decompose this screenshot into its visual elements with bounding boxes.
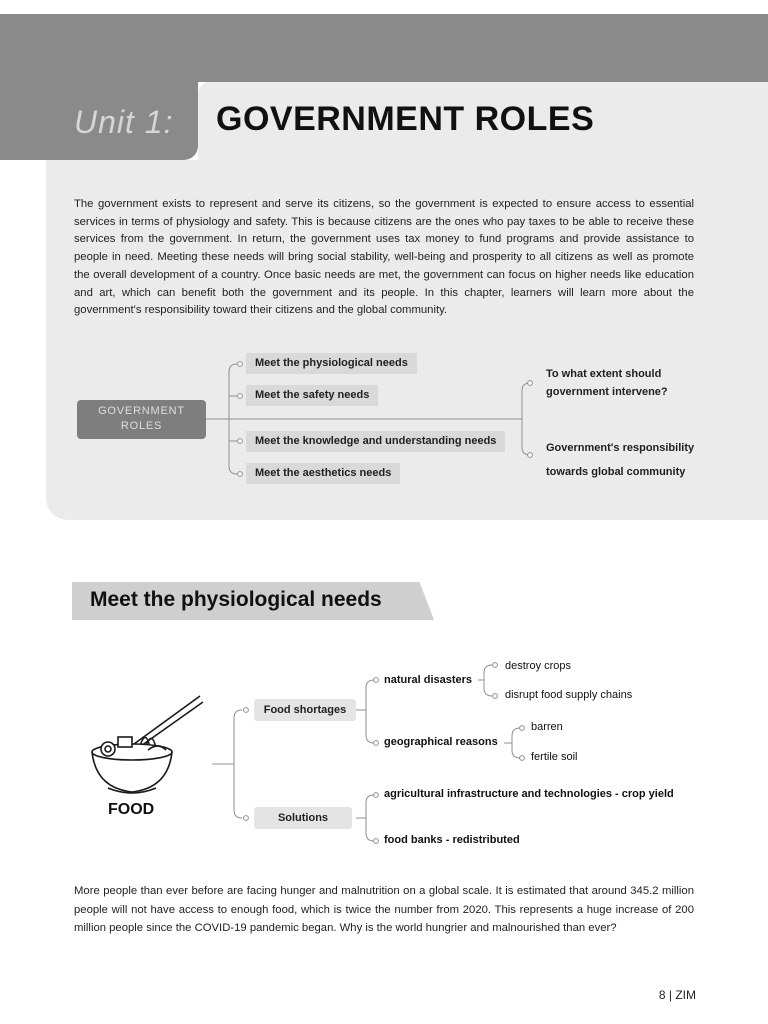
node-food-banks: food banks - redistributed xyxy=(384,834,520,846)
noodle-bowl-icon xyxy=(92,696,203,793)
node-agricultural-infrastructure: agricultural infrastructure and technologies - crop yield xyxy=(384,788,674,800)
food-root-label: FOOD xyxy=(108,801,155,818)
node-food-shortages: Food shortages xyxy=(254,699,356,721)
page-title: GOVERNMENT ROLES xyxy=(216,100,595,138)
branch-knowledge-needs: Meet the knowledge and understanding needs xyxy=(246,431,505,452)
node-barren: barren xyxy=(531,721,563,733)
body-paragraph: More people than ever before are facing hunger and malnutrition on a global scale. It is estimated that around 345.2 million people will not have access to enough food, which is twice the number from 2020. This represents a huge increase of 200 million people since the COVID-19 pandemic began. Why is the world hungrier and malnourished than ever? xyxy=(74,885,694,935)
question-intervention: To what extent should government intervene? xyxy=(546,368,668,398)
header-band xyxy=(0,14,768,82)
branch-aesthetics-needs: Meet the aesthetics needs xyxy=(246,463,400,484)
section-heading: Meet the physiological needs xyxy=(90,588,382,611)
page-number: 8 | ZIM xyxy=(658,988,696,1002)
node-solutions: Solutions xyxy=(254,807,352,829)
question-global-responsibility: Government's responsibility towards global community xyxy=(546,442,695,478)
government-roles-root: GOVERNMENT ROLES xyxy=(77,400,206,439)
node-fertile-soil: fertile soil xyxy=(531,751,578,763)
unit-number: Unit 1: xyxy=(74,104,174,140)
branch-safety-needs: Meet the safety needs xyxy=(246,385,378,406)
node-geographical-reasons: geographical reasons xyxy=(384,736,498,748)
node-disrupt-supply: disrupt food supply chains xyxy=(505,689,633,701)
node-natural-disasters: natural disasters xyxy=(384,674,473,686)
node-destroy-crops: destroy crops xyxy=(505,660,572,672)
intro-paragraph: The government exists to represent and serve its citizens, so the government is expected to ensure access to essential services in terms of physiology and safety. This is because citizens are the ones who pay taxes to be able to receive these services from the government. In return, the government uses tax money to fund programs and provide assistance to people in need. Meeting these needs will bring social stability, well-being and prosperity to all citizens as well as promote the overall development of a country. Once basic needs are met, the government can focus on higher needs like education and art, which can benefit both the government and its people. In this chapter, learners will learn more about the government's responsibility toward their citizens and the global community. xyxy=(74,198,694,317)
branch-physiological-needs: Meet the physiological needs xyxy=(246,353,417,374)
